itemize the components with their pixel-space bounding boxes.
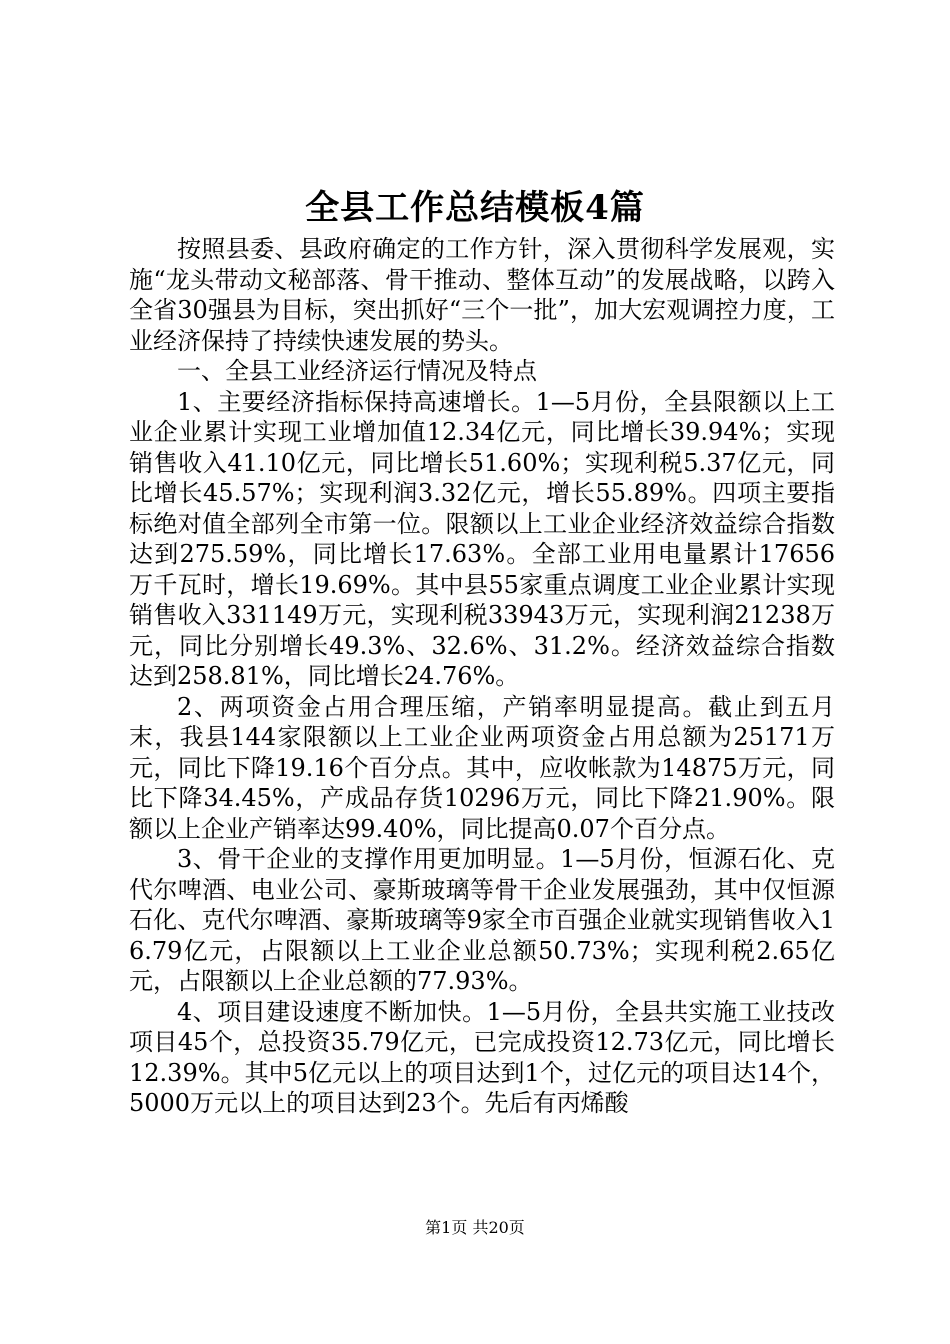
paragraph-item-3: 3、骨干企业的支撑作用更加明显。1—5月份，恒源石化、克代尔啤酒、电业公司、豪斯玻璃等骨干企业发展强劲，其中仅恒源石化、克代尔啤酒、豪斯玻璃等9家全市百强企业就实现销售收入16.79亿元，占限额以上工业企业总额50.73%；实现利税2.65亿元，占限额以上企业总额的77.93%。 [129,845,835,995]
section-heading: 一、全县工业经济运行情况及特点 [177,357,537,385]
paragraph-item-2: 2、两项资金占用合理压缩，产销率明显提高。截止到五月末，我县144家限额以上工业企业两项资金占用总额为25171万元，同比下降19.16个百分点。其中，应收帐款为14875万元，同比下降34.45%，产成品存货10296万元，同比下降21.90%。限额以上企业产销率达99.40%，同比提高0.07个百分点。 [129,692,835,843]
document-title: 全县工作总结模板4篇 [305,188,645,228]
page-footer: 第1页 共20页 [425,1218,525,1237]
paragraph-item-1: 1、主要经济指标保持高速增长。1—5月份，全县限额以上工业企业累计实现工业增加值12.34亿元，同比增长39.94%；实现销售收入41.10亿元，同比增长51.60%；实现利税5.37亿元，同比增长45.57%；实现利润3.32亿元，增长55.89%。四项主要指标绝对值全部列全市第一位。限额以上工业企业经济效益综合指数达到275.59%，同比增长17.63%。全部工业用电量累计17656万千瓦时，增长19.69%。其中县55家重点调度工业企业累计实现销售收入331149万元，实现利税33943万元，实现利润21238万元，同比分别增长49.3%、32.6%、31.2%。经济效益综合指数达到258.81%，同比增长24.76%。 [129,387,835,690]
paragraph-item-4: 4、项目建设速度不断加快。1—5月份，全县共实施工业技改项目45个，总投资35.79亿元，已完成投资12.73亿元，同比增长12.39%。其中5亿元以上的项目达到1个，过亿元的项目达14个，5000万元以上的项目达到23个。先后有丙烯酸 [129,997,835,1117]
intro-paragraph: 按照县委、县政府确定的工作方针，深入贯彻科学发展观，实施“龙头带动文秘部落、骨干推动、整体互动”的发展战略，以跨入全省30强县为目标，突出抓好“三个一批”，加大宏观调控力度，工业经济保持了持续快速发展的势头。 [129,235,835,355]
document-body [129,234,835,1119]
